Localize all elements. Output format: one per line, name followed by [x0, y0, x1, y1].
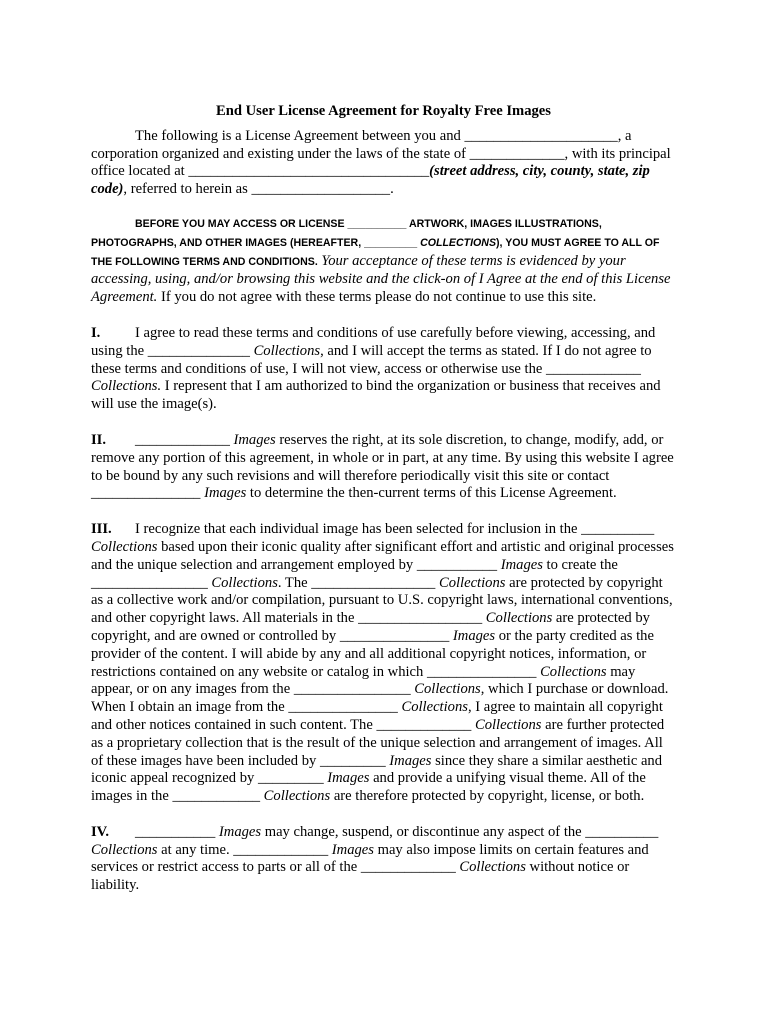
blank-field: ___________ [416, 556, 498, 573]
intro-text: The following is a License Agreement between you and [135, 127, 465, 144]
notice-text: If you do not agree with these terms please do not continue to use this site. [157, 289, 597, 306]
section-3 [91, 521, 676, 806]
section-1 [91, 325, 676, 414]
blank-field: ____________ [172, 788, 261, 805]
italic-term: Images [449, 627, 496, 644]
notice-caps-text: BEFORE YOU MAY ACCESS OR LICENSE [135, 217, 348, 230]
italic-term: Images [385, 752, 432, 769]
italic-term: Images [328, 841, 374, 858]
section-text: may change, suspend, or discontinue any aspect of the [261, 823, 586, 840]
blank-field: _______________ [91, 485, 201, 502]
notice-italic-text: Your acceptance of these terms is evidenced by your accessing, using, and/or browsing this website and the click-on of I Agree at the end of this License Agreement. [91, 252, 671, 306]
section-number: II. [91, 431, 107, 448]
section-text: may appear, or on any images from the [91, 663, 636, 698]
blank-state: _____________ [469, 145, 565, 162]
section-text: may also impose limits on certain features and services or restrict access to parts or all of the [91, 841, 649, 876]
document-title: End User License Agreement for Royalty Free Images [216, 103, 551, 119]
blank-field: _____________ [135, 431, 230, 448]
intro-paragraph [91, 128, 676, 199]
section-text: reserves the right, at its sole discretion, to change, modify, add, or remove any portion of this agreement, in whole or in part, at any time. By using this website I agree to be bound by any such revisions and will therefore periodically visit this site or contact [91, 431, 674, 484]
section-text: to create the [542, 556, 618, 573]
section-text: at any time. [157, 841, 234, 858]
blank-field: ______________ [147, 342, 250, 359]
italic-term: Images [229, 431, 276, 448]
section-text: I recognize that each individual image has been selected for inclusion in the [135, 521, 582, 538]
intro-text: . [390, 181, 394, 198]
blank-field: _____________ [376, 716, 472, 733]
blank-licensor: _________ [364, 236, 418, 249]
italic-term: Collections [455, 859, 526, 876]
italic-term: Collections [91, 538, 158, 555]
document-page [91, 103, 676, 913]
blank-field: _________________ [311, 574, 436, 591]
blank-address: _________________________________ [188, 163, 430, 180]
italic-term: Collections [536, 663, 607, 680]
section-text: are protected by copyright, and are owned or controlled by [91, 610, 650, 644]
blank-field: __________ [581, 521, 655, 538]
italic-term: Collections [410, 681, 481, 698]
intro-text: , a corporation organized and existing under the laws of the state of [91, 127, 632, 162]
italic-term: Collections [435, 574, 506, 591]
blank-field: _____________ [546, 360, 641, 377]
section-text: based upon their iconic quality after significant effort and artistic and original processes and the unique selection and arrangement employed by [91, 538, 674, 573]
italic-term: Collections [482, 610, 553, 627]
section-text: are further protected as a proprietary collection that is the result of the unique selection and arrangement of images. All of these images have been included by [91, 716, 665, 769]
section-text: I represent that I am authorized to bind the organization or business that receives and will use the image(s). [91, 378, 661, 413]
section-text: or the party credited as the provider of the content. I will abide by any and all additional copyright notices, information, or restrictions contained on any website or catalog in which [91, 627, 654, 680]
italic-term: Collections [91, 841, 158, 858]
blank-field: _________ [257, 770, 324, 787]
intro-text: , referred to herein as [123, 181, 252, 198]
blank-field: ________________ [293, 681, 411, 698]
italic-term: Images [497, 556, 543, 573]
intro-text: , with its principal office located at [91, 145, 671, 180]
section-text: since they share a similar aesthetic and iconic appeal recognized by [91, 752, 663, 787]
blank-licensor: __________ [347, 217, 407, 230]
notice-caps-text: ARTWORK, IMAGES ILLUSTRATIONS, PHOTOGRAPHS, AND OTHER IMAGES (HEREAFTER, [91, 217, 602, 249]
italic-term: Images [323, 770, 370, 787]
blank-party-name: _____________________ [464, 127, 618, 144]
section-text: , I agree to maintain all copyright and other notices contained in such content. The [91, 699, 663, 733]
italic-term: Collections [249, 342, 321, 359]
section-text: I agree to read these terms and conditions of use carefully before viewing, accessing, and using the [91, 324, 656, 359]
section-number: I. [91, 324, 101, 341]
blank-referred-name: ___________________ [251, 181, 391, 198]
notice-paragraph [91, 215, 676, 307]
section-number: III. [91, 521, 112, 538]
blank-field: _______________ [426, 663, 537, 680]
blank-field: _______________ [339, 627, 450, 644]
section-text: without notice or liability. [91, 859, 630, 894]
section-number: IV. [91, 823, 109, 840]
italic-term: Collections [207, 574, 278, 591]
blank-field: __________ [585, 823, 659, 840]
blank-field: ___________ [135, 823, 216, 840]
section-text: are protected by copyright as a collective work and/or compilation, pursuant to U.S. copyright laws, international conventions, and other copyright laws. All materials in the [91, 574, 673, 627]
section-text: and provide a unifying visual theme. All of the images in the [91, 770, 646, 805]
italic-term: Collections [471, 716, 542, 733]
italic-term: Collections. [91, 378, 162, 395]
italic-term: Images [200, 485, 247, 502]
section-2 [91, 432, 676, 503]
section-text: , and I will accept the terms as stated. If I do not agree to these terms and conditions of use, I will not view, access or otherwise use the [91, 342, 652, 377]
blank-field: _________________ [358, 610, 483, 627]
blank-field: _________ [319, 752, 386, 769]
blank-field: ________________ [91, 574, 208, 591]
section-text: . The [277, 574, 312, 591]
section-4 [91, 824, 676, 895]
italic-term: Collections [260, 788, 331, 805]
italic-term: Images [215, 823, 262, 840]
italic-term: Collections [397, 699, 468, 716]
blank-field: _____________ [360, 859, 456, 876]
section-text: , which I purchase or download. When I obtain an image from the [91, 681, 669, 716]
section-text: to determine the then-current terms of this License Agreement. [246, 485, 617, 502]
blank-field: _____________ [233, 841, 329, 858]
notice-caps-text: ), YOU MUST AGREE TO ALL OF THE FOLLOWING TERMS AND CONDITIONS. [91, 236, 660, 268]
notice-caps-italic: COLLECTIONS [417, 236, 497, 249]
blank-field: _______________ [288, 699, 398, 716]
address-hint: (street address, city, county, state, zip code) [91, 163, 650, 198]
section-text: are therefore protected by copyright, license, or both. [330, 788, 645, 805]
